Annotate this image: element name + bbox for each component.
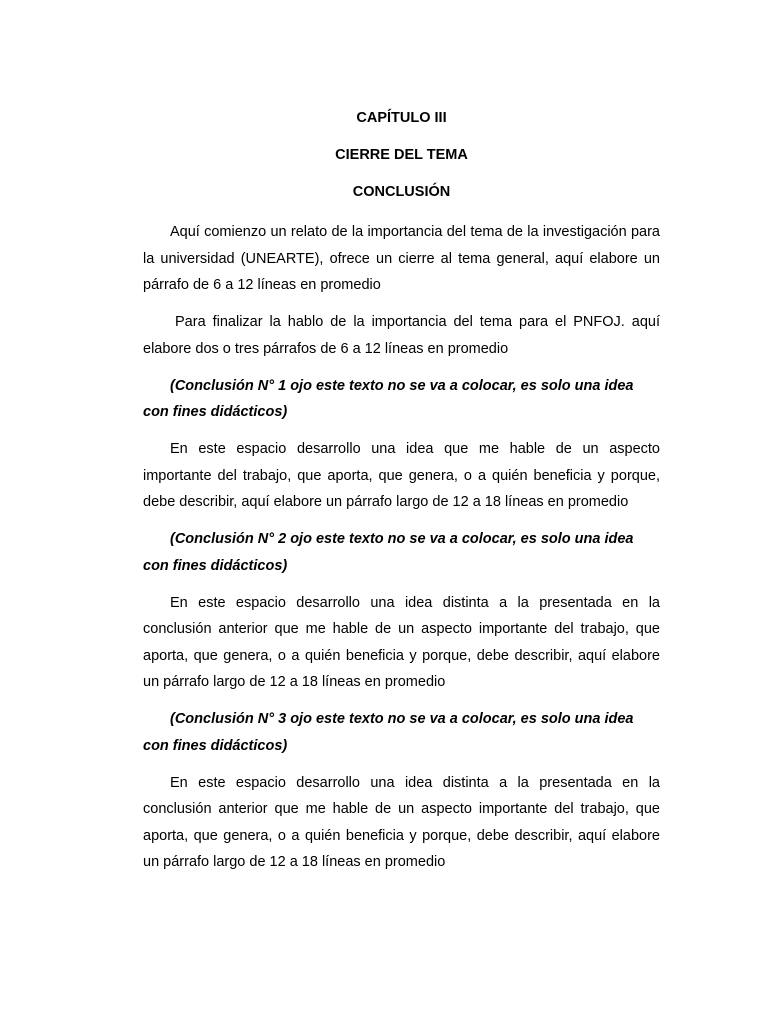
pnfoj-paragraph: Para finalizar la hablo de la importancia del tema para el PNFOJ. aquí elabore dos o tres párrafos de 6 a 12 líneas en promedio (143, 314, 660, 357)
conclusion-note-1: (Conclusión N° 1 ojo este texto no se va a colocar, es solo una idea con fines didácticos) (143, 377, 634, 420)
chapter-heading: CAPÍTULO III (356, 110, 447, 126)
subsection-heading: CONCLUSIÓN (352, 184, 451, 200)
conclusion-paragraph-3: En este espacio desarrollo una idea distinta a la presentada en la conclusión anterior que me hable de un aspecto importante del trabajo, que aporta, que genera, o a quién beneficia y porque, debe describir, aquí elabore un párrafo largo de 12 a 18 líneas en promedio (143, 774, 660, 870)
conclusion-paragraph-1: En este espacio desarrollo una idea que me hable de un aspecto importante del trabajo, que aporta, que genera, o a quién beneficia y porque, debe describir, aquí elabore un párrafo largo de 12 a 18 líneas en promedio (143, 441, 660, 510)
section-heading: CIERRE DEL TEMA (335, 147, 468, 163)
document-page (143, 108, 660, 886)
conclusion-note-2: (Conclusión N° 2 ojo este texto no se va a colocar, es solo una idea con fines didácticos) (143, 531, 634, 574)
conclusion-paragraph-2: En este espacio desarrollo una idea distinta a la presentada en la conclusión anterior que me hable de un aspecto importante del trabajo, que aporta, que genera, o a quién beneficia y porque, debe describir, aquí elabore un párrafo largo de 12 a 18 líneas en promedio (143, 594, 660, 690)
conclusion-note-3: (Conclusión N° 3 ojo este texto no se va a colocar, es solo una idea con fines didácticos) (143, 711, 634, 754)
intro-paragraph: Aquí comienzo un relato de la importancia del tema de la investigación para la universidad (UNEARTE), ofrece un cierre al tema general, aquí elabore un párrafo de 6 a 12 líneas en promedio (143, 224, 660, 293)
